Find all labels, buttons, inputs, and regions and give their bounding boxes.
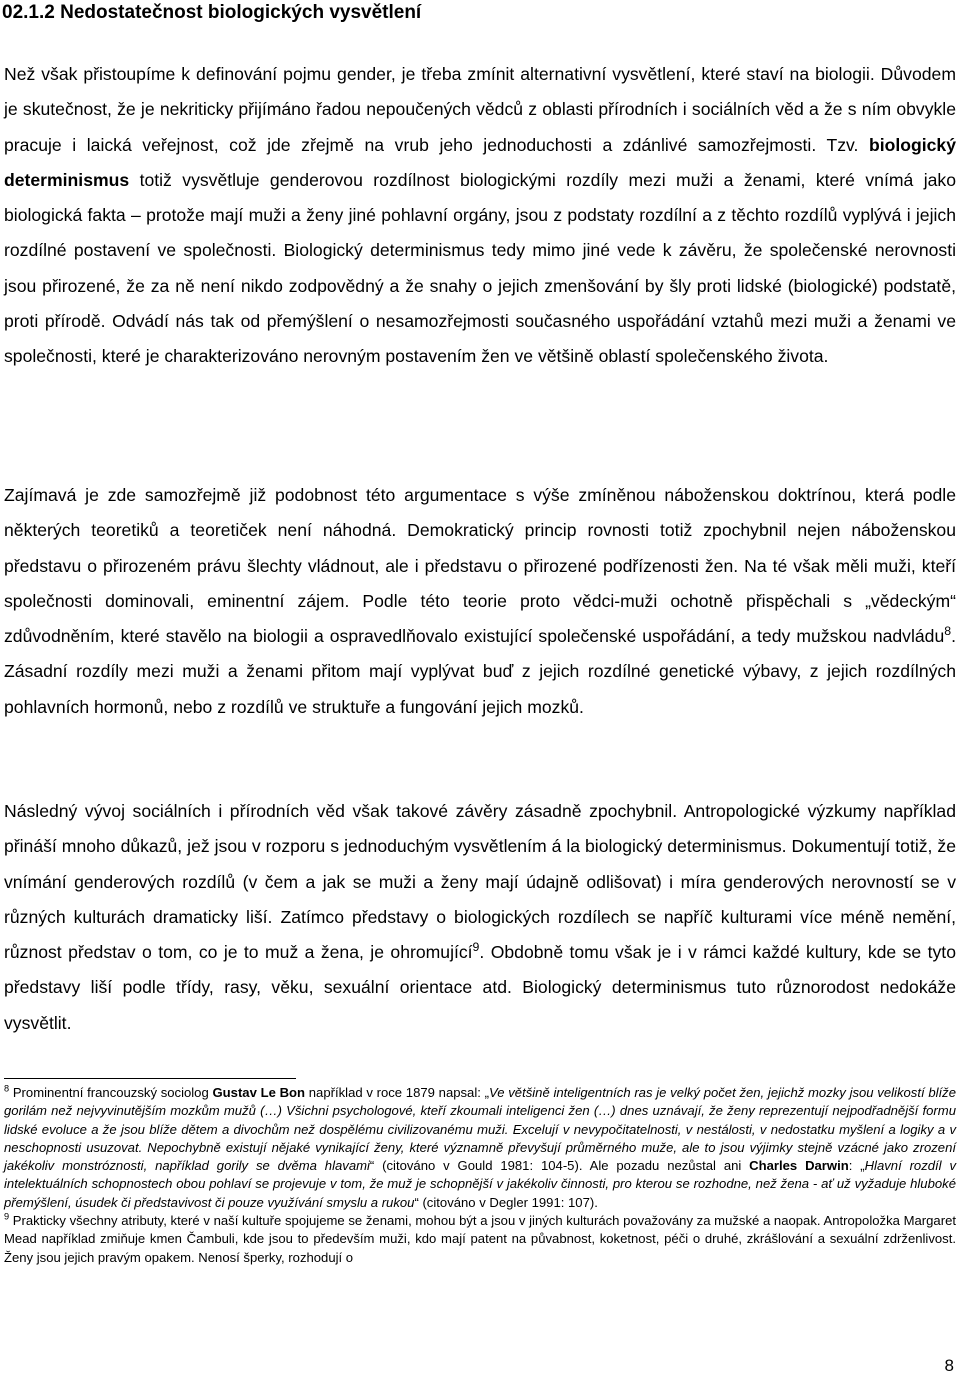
paragraph-3-text-b: . Obdobně tomu však je i v rámci každé kultury, kde se tyto představy liší podle třídy, rasy, věku, sexuální orientace atd. Biologický determinismus tuto různorodost nedokáže vysvětlit. — [4, 942, 956, 1033]
footnote-9-text: Prakticky všechny atributy, které v naší kultuře spojujeme se ženami, mohou být a jsou v jiných kulturách považovány za mužské a naopak. Antropoložka Margaret Mead například zmiňuje kmen Čambuli, kde jsou to především muži, kdo mají patent na půvabnost, koketnost, péči o druhé, zkrášlování a sexuální zdrženlivost. Ženy jsou jejich pravým opakem. Nenosí šperky, rozhodují o — [4, 1213, 956, 1265]
paragraph-1-text-c: totiž vysvětluje genderovou rozdílnost biologickými rozdíly mezi muži a ženami, které vnímá jako biologická fakta – protože mají muži a ženy jiné pohlavní orgány, jsou z podstaty rozdílní a z těchto rozdílů vyplývá i jejich rozdílné postavení ve společnosti. Biologický determinismus tedy mimo jiné vede k závěru, že společenské nerovnosti jsou přirozené, že za ně není nikdo zodpovědný a že snahy o jejich zmenšování by šly proti lidské (biologické) podstatě, proti přírodě. Odvádí nás tak od přemýšlení o nesamozřejmosti současného uspořádání vztahů mezi muži a ženami ve společnosti, které je charakterizováno nerovným postavením žen ve většině oblastí společenského života. — [4, 169, 956, 367]
footnote-8 — [4, 1084, 956, 1212]
footnote-8-quote-open: „ — [484, 1085, 489, 1100]
paragraph-3-text-a: Následný vývoj sociálních i přírodních věd však takové závěry zásadně zpochybnil. Antropologické výzkumy například přináší mnoho důkazů, jež jsou v rozporu s jednoduchým vysvětlením á la biologický determinismus. Dokumentují totiž, že vnímání genderových rozdílů (v čem a jak se muži a ženy mají údajně odlišovat) i míra genderových nerovností se v různých kulturách dramaticky liší. Zatímco představy o biologických rozdílech se napříč kulturami více méně nemění, různost představ o tom, co je to muž a žena, je ohromující — [4, 801, 956, 963]
footnote-8-text-a: Prominentní francouzský sociolog — [9, 1085, 213, 1100]
paragraph-2 — [4, 478, 956, 725]
paragraph-1 — [4, 57, 956, 375]
footnote-8-text-e: “ (citováno v Gould 1981: 104-5). Ale pozadu nezůstal ani — [369, 1158, 750, 1174]
section-heading: 02.1.2 Nedostatečnost biologických vysvětlení — [2, 2, 422, 23]
footnote-8-quote-lebon: Ve většině inteligentních ras je velký počet žen, jejichž mozky jsou velikostí blíže gorilám než nejvyvinutějším mozkům mužů (…) Všichni psychologové, kteří zkoumali inteligenci žen (…) dnes uznávají, že ženy reprezentují nejpodřadnější formu lidské evoluce a že jsou blíže dětem a divochům než dospělému civilizovanému muži. Excelují v nevypočitatelnosti, v nestálosti, v nedostatku myšlení a logiky a v neschopnosti usuzovat. Nepochybně existují nějaké vynikající ženy, které významně převyšují průměrného muže, ale to jsou výjimky stejně vzácné jako zrození jakékoliv monstróznosti, například gorily se dvěma hlavami — [4, 1085, 956, 1174]
footnote-9-number: 9 — [4, 1211, 10, 1222]
footnote-8-name-lebon: Gustav Le Bon — [212, 1085, 306, 1100]
paragraph-3 — [4, 794, 956, 1041]
footnote-ref-8[interactable]: 8 — [944, 624, 952, 639]
footnote-8-text-i: “ (citováno v Degler 1991: 107). — [414, 1194, 598, 1210]
paragraph-2-text-a: Zajímavá je zde samozřejmě již podobnost této argumentace s výše zmíněnou náboženskou doktrínou, která podle některých teoretiků a teoretiček není náhodná. Demokratický princip rovnosti totiž zpochybnil nejen náboženskou představu o přirozeném právu šlechty vládnout, ale i představu o přirozené podřízenosti žen. Na té však měli muži, kteří společnosti dominovali, eminentní zájem. Podle této teorie proto vědci-muži ochotně přispěchali s „vědeckým“ zdůvodněním, které stavělo na biologii a ospravedlňovalo existující společenské uspořádání, a tedy mužskou nadvládu — [4, 485, 956, 647]
footnote-8-text-c: například v roce 1879 napsal: — [305, 1085, 485, 1100]
page-number: 8 — [944, 1356, 954, 1375]
footnote-divider — [4, 1078, 296, 1079]
footnote-ref-9[interactable]: 9 — [472, 940, 480, 955]
footnote-8-text-g: : „ — [848, 1158, 865, 1174]
paragraph-2-text-b: . Zásadní rozdíly mezi muži a ženami přitom mají vyplývat buď z jejich rozdílné genetické výbavy, z jejich rozdílných pohlavních hormonů, nebo z rozdílů ve struktuře a fungování jejich mozků. — [4, 626, 956, 717]
paragraph-1-text-a: Než však přistoupíme k definování pojmu gender, je třeba zmínit alternativní vysvětlení, které staví na biologii. Důvodem je skutečnost, že je nekriticky přijímáno řadou nepoučených vědců z oblasti přírodních i sociálních věd a že s ním obvykle pracuje i laická veřejnost, což jde zřejmě na vrub jeho jednoduchosti a zdánlivé samozřejmosti. Tzv. — [4, 64, 956, 155]
paragraph-1-term: biologický determinismus — [4, 134, 956, 190]
footnote-8-name-darwin: Charles Darwin — [749, 1158, 849, 1174]
footnotes — [4, 1084, 956, 1267]
footnote-8-number: 8 — [4, 1083, 10, 1094]
footnote-9 — [4, 1212, 956, 1267]
footnote-8-quote-darwin: Hlavní rozdíl v intelektuálních schopnostech obou pohlaví se projevuje v tom, že muž je schopnější v jakékoliv činnosti, pro kterou se rozhodne, než žena - ať už vyžaduje hluboké přemýšlení, úsudek či představivost či pouze využívání smyslu a rukou — [4, 1158, 956, 1210]
